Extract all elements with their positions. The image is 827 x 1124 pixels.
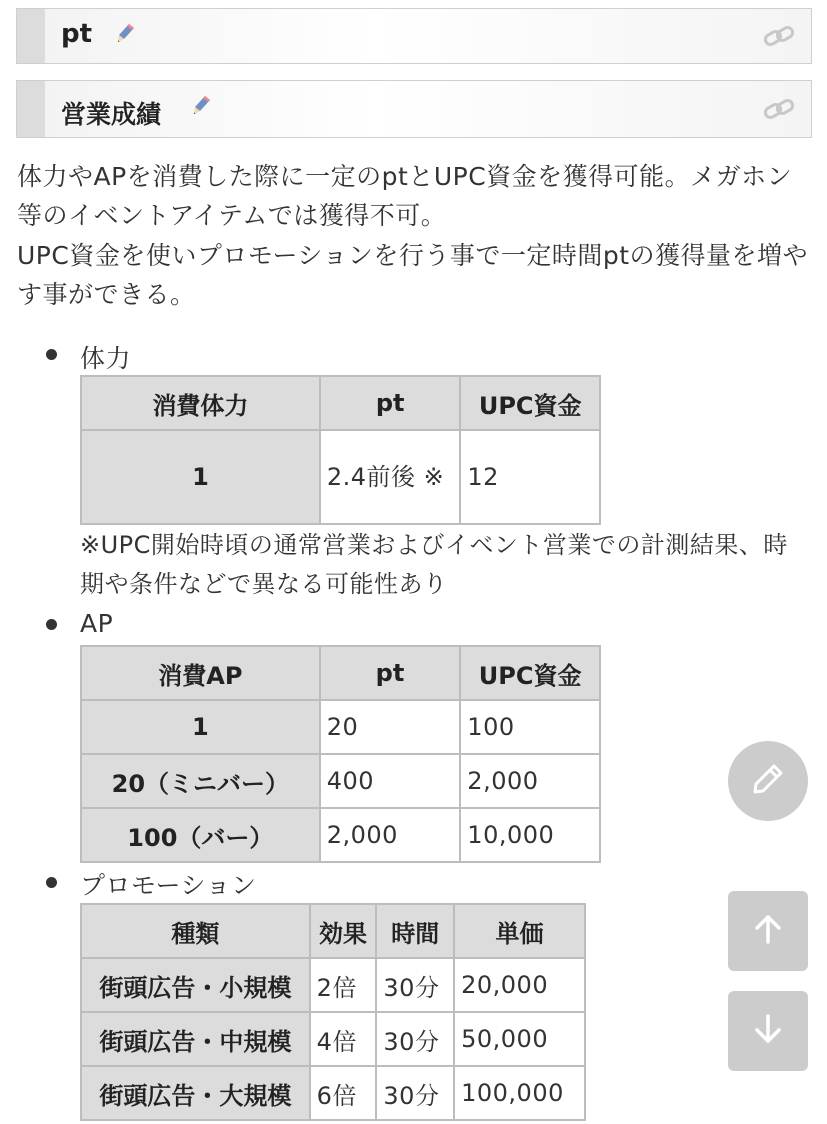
heading-title-sales: 営業成績	[61, 100, 162, 129]
table-cell: 4倍	[310, 1012, 377, 1066]
table-header-cell: 単価	[454, 904, 585, 958]
pencil-icon[interactable]	[193, 95, 211, 119]
heading-accent	[17, 9, 45, 63]
ap-table	[80, 645, 601, 863]
table-row	[81, 754, 600, 808]
bullet-icon	[46, 619, 57, 630]
table-row	[81, 808, 600, 862]
table-row-header: 100（バー）	[81, 808, 320, 862]
section-heading-pt	[16, 8, 812, 64]
table-row	[81, 430, 600, 524]
arrow-down-icon	[753, 1013, 783, 1049]
table-row-header: 1	[81, 430, 320, 524]
heading-accent	[17, 81, 45, 137]
edit-icon	[751, 762, 785, 800]
promotion-table	[80, 903, 586, 1121]
table-row	[81, 700, 600, 754]
stamina-label: 体力	[80, 344, 132, 373]
table-row-header: 街頭広告・大規模	[81, 1066, 310, 1120]
table-cell: 400	[320, 754, 461, 808]
table-cell: 30分	[376, 1012, 454, 1066]
table-cell: 2,000	[320, 808, 461, 862]
table-header-cell: 種類	[81, 904, 310, 958]
table-row	[81, 1012, 585, 1066]
section-heading-sales	[16, 80, 812, 138]
table-row	[81, 958, 585, 1012]
table-cell: 6倍	[310, 1066, 377, 1120]
table-row-header: 街頭広告・中規模	[81, 1012, 310, 1066]
table-cell: 2.4前後 ※	[320, 430, 461, 524]
table-header-cell: 時間	[376, 904, 454, 958]
bullet-icon	[46, 349, 57, 360]
table-header-cell: 効果	[310, 904, 377, 958]
pencil-icon[interactable]	[117, 23, 135, 47]
table-header-cell: 消費体力	[81, 376, 320, 430]
table-header-cell: UPC資金	[460, 646, 600, 700]
table-cell: 2倍	[310, 958, 377, 1012]
ap-label: AP	[80, 609, 114, 638]
table-header-cell: pt	[320, 646, 461, 700]
promotion-label: プロモーション	[80, 871, 257, 900]
bullet-icon	[46, 877, 57, 888]
table-cell: 100,000	[454, 1066, 585, 1120]
table-header-cell: pt	[320, 376, 461, 430]
intro-paragraph-1: 体力やAPを消費した際に一定のptとUPC資金を獲得可能。メガホン等のイベントアイテムでは獲得不可。	[17, 162, 793, 230]
table-cell: 20,000	[454, 958, 585, 1012]
link-icon[interactable]	[763, 25, 795, 51]
table-cell: 20	[320, 700, 461, 754]
scroll-bottom-button[interactable]	[728, 991, 808, 1071]
table-cell: 30分	[376, 958, 454, 1012]
table-row-header: 20（ミニバー）	[81, 754, 320, 808]
table-cell: 100	[460, 700, 600, 754]
stamina-table	[80, 375, 601, 525]
arrow-up-icon	[753, 913, 783, 949]
table-header-cell: 消費AP	[81, 646, 320, 700]
edit-button[interactable]	[728, 741, 808, 821]
heading-title-pt: pt	[61, 19, 93, 49]
table-row	[81, 1066, 585, 1120]
table-cell: 12	[460, 430, 600, 524]
table-row-header: 1	[81, 700, 320, 754]
scroll-top-button[interactable]	[728, 891, 808, 971]
link-icon[interactable]	[763, 98, 795, 124]
table-cell: 30分	[376, 1066, 454, 1120]
table-cell: 10,000	[460, 808, 600, 862]
stamina-note: ※UPC開始時頃の通常営業およびイベント営業での計測結果、時期や条件などで異なる可能性あり	[80, 531, 788, 598]
table-cell: 50,000	[454, 1012, 585, 1066]
table-header-cell: UPC資金	[460, 376, 600, 430]
table-row-header: 街頭広告・小規模	[81, 958, 310, 1012]
table-cell: 2,000	[460, 754, 600, 808]
intro-paragraph-2: UPC資金を使いプロモーションを行う事で一定時間ptの獲得量を増やす事ができる。	[17, 241, 809, 309]
